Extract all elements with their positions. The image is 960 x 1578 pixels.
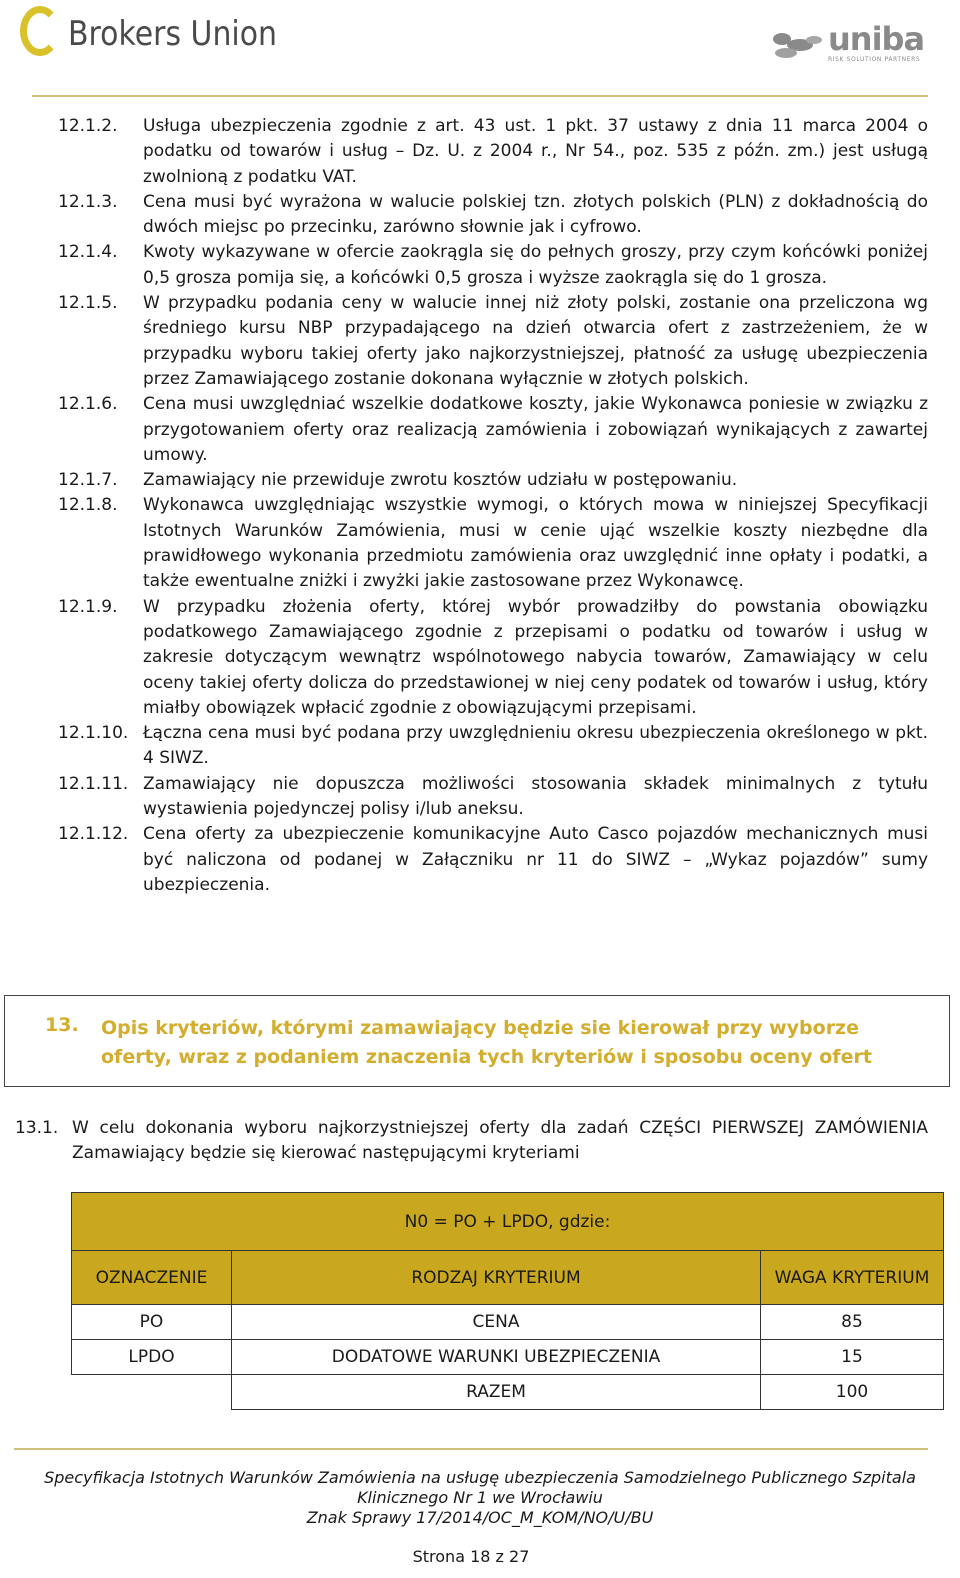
criteria-table	[71, 1192, 944, 1410]
section-number: 13.	[45, 1014, 79, 1036]
page-footer	[0, 1468, 960, 1528]
list-item	[58, 114, 928, 190]
uniba-tagline: RISK SOLUTION PARTNERS	[828, 56, 921, 63]
table-cell-empty	[72, 1375, 232, 1410]
item-number: 12.1.9.	[58, 596, 118, 617]
uniba-logo	[770, 22, 930, 68]
brokers-union-logo	[20, 4, 310, 70]
list-item	[58, 595, 928, 721]
numbered-list	[58, 114, 928, 898]
footer-line: Znak Sprawy 17/2014/OC_M_KOM/NO/U/BU	[306, 1508, 654, 1527]
footer-line: Klinicznego Nr 1 we Wrocławiu	[357, 1488, 603, 1507]
brokers-union-logo-icon	[20, 6, 60, 56]
total-value-cell: 100	[761, 1375, 944, 1410]
item-text: Cena oferty za ubezpieczenie komunikacyjne Auto Casco pojazdów mechanicznych musi być naliczona od podanej w Załączniku nr 11 do SIWZ – „Wykaz pojazdów” sumy ubezpieczenia.	[143, 824, 928, 895]
list-item	[58, 822, 928, 898]
item-number: 12.1.11.	[58, 773, 129, 794]
table-cell: DODATOWE WARUNKI UBEZPIECZENIA	[232, 1340, 761, 1375]
item-text: W przypadku podania ceny w walucie innej niż złoty polski, zostanie ona przeliczona wg średniego kursu NBP przypadającego na dzień otwarcia ofert z zastrzeżeniem, że w przypadku wyboru takiej oferty jako najkorzystniejszej, płatność za usługę ubezpieczenia przez Zamawiającego zostanie dokonana wyłącznie w złotych polskich.	[143, 293, 928, 389]
page-header	[0, 0, 960, 100]
section-title: Opis kryteriów, którymi zamawiający będzie sie kierował przy wyborze oferty, wraz z podaniem znaczenia tych kryteriów i sposobu oceny ofert	[101, 1017, 872, 1068]
item-number: 12.1.6.	[58, 394, 118, 415]
footer-divider	[14, 1448, 928, 1450]
item-number: 12.1.2.	[58, 116, 118, 136]
item-number: 12.1.3.	[58, 191, 118, 212]
item-text: Usługa ubezpieczenia zgodnie z art. 43 ust. 1 pkt. 37 ustawy z dnia 11 marca 2004 o podatku od towarów i usług – Dz. U. z 2004 r., Nr 54., poz. 535 z późn. zm.) jest usługą zwolnioną z podatku VAT.	[143, 116, 928, 187]
list-item	[58, 190, 928, 241]
item-text: Łączna cena musi być podana przy uwzględnieniu okresu ubezpieczenia określonego w pkt. 4 SIWZ.	[143, 723, 928, 769]
paragraph-number: 13.1.	[15, 1118, 59, 1138]
table-cell: PO	[72, 1305, 232, 1340]
list-item	[58, 392, 928, 468]
list-item	[58, 240, 928, 291]
formula-cell: N0 = PO + LPDO, gdzie:	[72, 1193, 944, 1251]
item-text: Zamawiający nie przewiduje zwrotu kosztów udziału w postępowaniu.	[143, 470, 738, 491]
paragraph-13-1	[15, 1116, 928, 1167]
table-row	[72, 1305, 944, 1340]
header-cell: RODZAJ KRYTERIUM	[232, 1251, 761, 1305]
table-cell: 85	[761, 1305, 944, 1340]
item-number: 12.1.4.	[58, 242, 118, 263]
uniba-logo-icon	[770, 30, 826, 60]
item-text: Kwoty wykazywane w ofercie zaokrągla się do pełnych groszy, przy czym końcówki poniżej 0,5 grosza pomija się, a końcówki 0,5 grosza i wyższe zaokrągla się do 1 grosza.	[143, 242, 928, 288]
footer-line: Specyfikacja Istotnych Warunków Zamówienia na usługę ubezpieczenia Samodzielnego Publicznego Szpitala	[44, 1468, 916, 1487]
item-number: 12.1.10.	[58, 723, 129, 744]
brokers-union-wordmark: Brokers Union	[68, 14, 277, 54]
list-item	[58, 291, 928, 392]
table-cell: 15	[761, 1340, 944, 1375]
table-cell: CENA	[232, 1305, 761, 1340]
paragraph-text: W celu dokonania wyboru najkorzystniejszej oferty dla zadań CZĘŚCI PIERWSZEJ ZAMÓWIENIA Zamawiający będzie się kierować następującymi kryteriami	[72, 1118, 928, 1164]
header-cell: WAGA KRYTERIUM	[761, 1251, 944, 1305]
list-item	[58, 721, 928, 772]
item-number: 12.1.5.	[58, 293, 118, 314]
item-number: 12.1.8.	[58, 495, 118, 516]
item-text: Cena musi być wyrażona w walucie polskiej tzn. złotych polskich (PLN) z dokładnością do dwóch miejsc po przecinku, zarówno słownie jak i cyfrowo.	[143, 191, 928, 238]
table-cell: LPDO	[72, 1340, 232, 1375]
header-divider	[32, 95, 928, 97]
page-number: Strona 18 z 27	[412, 1547, 530, 1566]
table-row-total	[72, 1375, 944, 1410]
list-item	[58, 468, 928, 493]
section-heading-box	[4, 995, 950, 1087]
table-row	[72, 1340, 944, 1375]
item-text: Wykonawca uwzględniając wszystkie wymogi, o których mowa w niniejszej Specyfikacji Istotnych Warunków Zamówienia, musi w cenie ująć wszelkie koszty niezbędne dla prawidłowego wykonania przedmiotu zamówienia oraz uwzględnić inne opłaty i podatki, a także ewentualne zniżki i zwyżki jakie zastosowane przez Wykonawcę.	[143, 495, 928, 592]
list-item	[58, 493, 928, 594]
total-label-cell: RAZEM	[232, 1375, 761, 1410]
header-cell: OZNACZENIE	[72, 1251, 232, 1305]
item-number: 12.1.7.	[58, 470, 118, 491]
item-number: 12.1.12.	[58, 824, 129, 845]
uniba-wordmark: uniba	[828, 20, 925, 58]
item-text: Zamawiający nie dopuszcza możliwości stosowania składek minimalnych z tytułu wystawienia pojedynczej polisy i/lub aneksu.	[143, 773, 928, 820]
item-text: Cena musi uwzględniać wszelkie dodatkowe koszty, jakie Wykonawca poniesie w związku z przygotowaniem oferty oraz realizacją zamówienia i zobowiązań wynikających z zawartej umowy.	[143, 394, 928, 465]
list-item	[58, 772, 928, 823]
item-text: W przypadku złożenia oferty, której wybór prowadziłby do powstania obowiązku podatkowego Zamawiającego zgodnie z przepisami o podatku od towarów i usług w zakresie dotyczącym wewnątrz wspólnotowego nabycia towarów, Zamawiający w celu oceny takiej oferty dolicza do przedstawionej w niej ceny podatek od towarów i usług, który miałby obowiązek wpłacić zgodnie z obowiązującymi przepisami.	[143, 596, 928, 718]
